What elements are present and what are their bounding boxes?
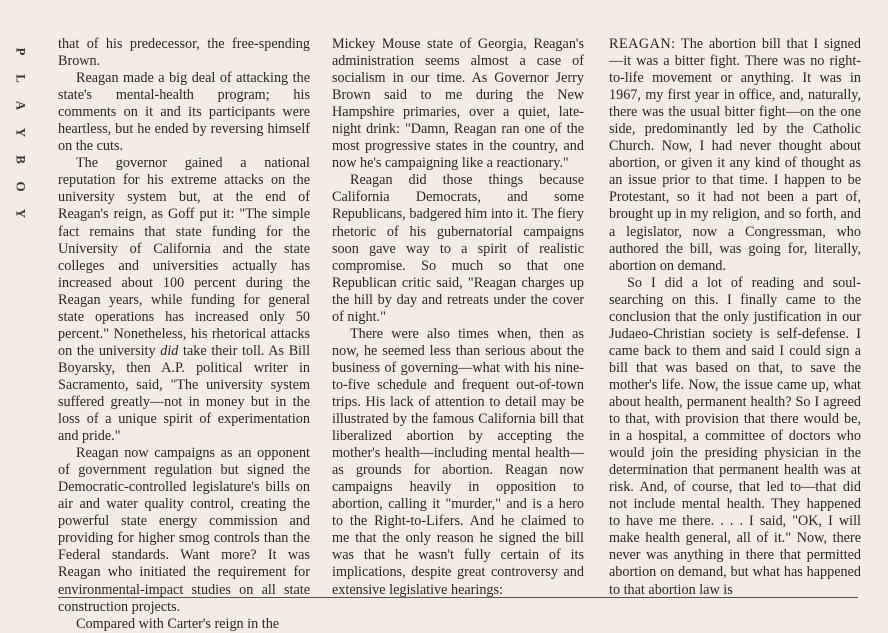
paragraph [609,36,861,275]
article-column-2 [332,36,584,599]
footer-rule [58,597,858,598]
masthead-letter: Y [13,127,29,138]
paragraph: There were also times when, then as now, he seemed less than serious about the business of governing—what with his nine-to-five schedule and frequent out-of-town trips. His lack of attention to detail may be illustrated by the famous California bill that liberalized abortion by accepting the mother's health—including mental health—as grounds for abortion. Reagan now campaigns heavily in opposition to abortion, calling it "murder," and is a hero to the Right-to-Lifers. And he claimed to me that the only reason he signed the bill was that he wasn't fully certain of its implications, despite great controversy and extensive legislative hearings: [332,325,584,598]
paragraph: Reagan made a big deal of attacking the state's mental-health program; his comments on it and its participants were heartless, but he ended by reversing himself on the cuts. [58,70,310,155]
paragraph [58,155,310,445]
paragraph: Reagan did those things because California Democrats, and some Republicans, badgered him into it. The fiery rhetoric of his gubernatorial campaigns soon gave way to a spirit of realistic compromise. So much so that one Republican critic said, "Reagan charges up the hill by day and retreats under the cover of night." [332,172,584,325]
paragraph: Compared with Carter's reign in the [76,615,280,632]
paragraph: that of his predecessor, the free-spending Brown. [58,36,310,70]
article-column-1 [58,36,310,633]
masthead-letter: Y [13,208,29,219]
masthead-letter: B [13,155,29,164]
paragraph-text: The abortion bill that I signed—it was a bitter fight. There was no right-to-life movement or anything. It was in 1967, my first year in office, and, naturally, there was the usual bitter fight—on the one side, predominantly led by the Catholic Church. Now, I had never thought about abortion, or given it any kind of thought as an issue prior to that time. I happen to be Protestant, so it had not been a part of, brought up in my religion, and so forth, and a legislator, now a Congressman, who authored the bill, was going for, literally, abortion on demand. [609,36,862,274]
masthead-letter: O [13,181,29,192]
article-column-3 [609,36,861,599]
speaker-label: REAGAN: [609,36,676,52]
paragraph: Mickey Mouse state of Georgia, Reagan's administration seems almost a case of socialism in our time. As Governor Jerry Brown said to me during the New Hampshire primaries, over a quiet, late-night drink: "Damn, Reagan ran one of the most progressive states in the country, and now he's campaigning like a reactionary." [332,36,584,172]
masthead-letter: L [13,74,29,83]
playboy-masthead [14,38,28,227]
paragraph: So I did a lot of reading and soul-searching on this. I finally came to the conclusion that the only justification in our Judaeo-Christian society is self-defense. I came back to them and said I could sign a bill that was based on that, to save the mother's life. Now, the issue came up, what about health, permanent health? So I agreed to that, with provision that there would be, in a hospital, a committee of doctors who would join the presiding physician in the determination that permanent health was at risk. And, of course, that led to—that did not include mental health. They happened to have me there. . . . I said, "OK, I will make health general, all of it." Now, there never was anything in there that permitted abortion on demand, but what has happened to that abortion law is [609,274,861,598]
paragraph-text: The governor gained a national reputation for his extreme attacks on the university system but, at the end of Reagan's reign, as Goff put it: "The simple fact remains that state funding for the University of California and the state colleges and universities actually has increased about 100 percent during the Reagan years, while funding for general state operations has increased only 50 percent." Nonetheless, his rhetorical attacks on the university [58,155,310,359]
paragraph: Reagan now campaigns as an opponent of government regulation but signed the Democratic-controlled legislature's bills on air and water quality control, creating the powerful state energy commission and providing for higher smog controls than the Federal standards. Want more? It was Reagan who initiated the requirement for environmental-impact studies on all state construction projects. [58,445,310,615]
emphasis: did [160,342,179,359]
masthead-letter: P [13,47,29,56]
paragraph-text: take their toll. As Bill Boyarsky, then A.P. political writer in Sacramento, said, "The university system suffered greatly—not in money but in the loss of a unique spirit of experimentation and pride." [58,342,311,445]
masthead-letter: A [13,100,29,111]
